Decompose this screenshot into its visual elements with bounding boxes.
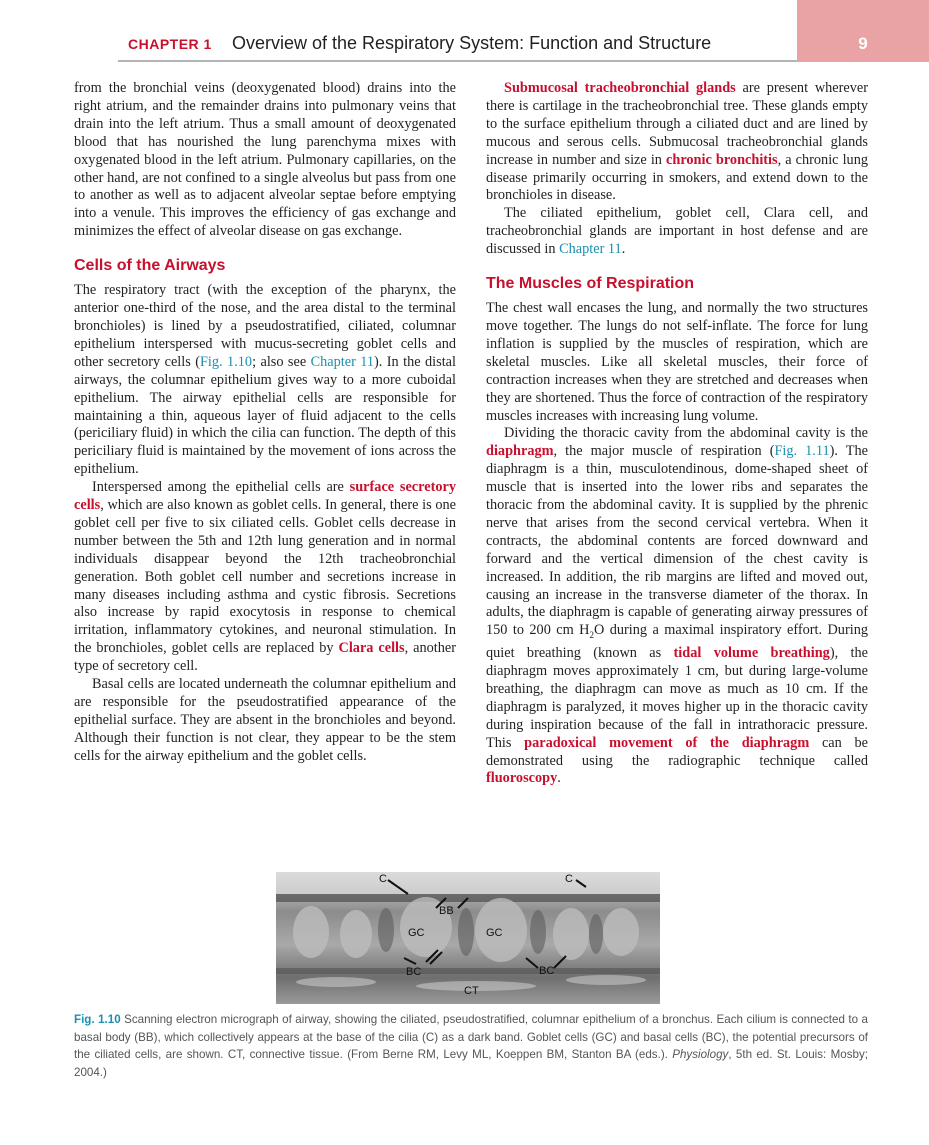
caption-label: Fig. 1.10 xyxy=(74,1013,121,1026)
key-term: chronic bronchitis xyxy=(666,151,778,168)
key-term: diaphragm xyxy=(486,443,554,460)
figure-label-bc: BC xyxy=(539,965,555,977)
paragraph: The chest wall encases the lung, and normally the two structures move together. The lungs do not self-inflate. The force for lung inflation is supplied by the muscles of respiration, which are skeletal muscles. Like all skeletal muscles, their force of contraction increases when they are stretched and decreases when they are shortened. Thus the force of contraction of the respiratory muscles increases with increasing lung volume. xyxy=(486,300,868,424)
figure-label-bc: BC xyxy=(406,966,422,978)
section-heading-muscles-of-respiration: The Muscles of Respiration xyxy=(486,275,695,293)
paragraph: Interspersed among the epithelial cells are surface secretory cells, which are also known as goblet cells. In general, there is one goblet cell per five to six ciliated cells. Goblet cells decrease in number between the 5th and 12th lung generation and in normal individuals disappear beyond the 12th tracheobronchial generation. Both goblet cell number and secretions increase in many diseases including asthma and cystic fibrosis. Secretions also increase by rapid exocytosis in response to chemical irritation, inflammatory cytokines, and neuronal stimulation. In the bronchioles, goblet cells are replaced by Clara cells, another type of secretory cell. xyxy=(74,479,456,675)
paragraph: The respiratory tract (with the exception of the pharynx, the anterior one-third of the nose, and the area distal to the terminal bronchioles) is lined by a pseudostratified, ciliated, columnar epithelium interspersed with mucus-secreting goblet cells and other secretory cells (Fig. 1.10; also see Chapter 11). In the distal airways, the columnar epithelium gives way to a more cuboidal epithelium. The airway epithelial cells are responsible for maintaining a thin, aqueous layer of fluid adjacent to the cells (periciliary fluid) in which the cilia can function. The depth of this periciliary fluid is maintained by the movement of ions across the epithelium. xyxy=(74,282,456,478)
key-term: Submucosal tracheobronchial glands xyxy=(504,80,736,96)
key-term: tidal volume breathing xyxy=(673,645,830,662)
key-term: fluoroscopy xyxy=(486,770,558,787)
section-heading-cells-of-the-airways: Cells of the Airways xyxy=(74,257,226,275)
left-column xyxy=(74,80,456,766)
page-number: 9 xyxy=(858,34,868,53)
figure-label-gc: GC xyxy=(486,927,503,939)
figure-link[interactable]: Fig. 1.10 xyxy=(199,353,253,370)
paragraph: from the bronchial veins (deoxygenated blood) drains into the right atrium, and the remainder drains into pulmonary veins that drain into the left atrium. Thus a small amount of deoxygenated blood that has nourished the lung parenchyma mixes with oxygenated blood in the left atrium. Pulmonary capillaries, on the other hand, are not confined to a single alveolus but pass from one to another as well as to adjacent alveolar septae before emptying into a venule. This improves the efficiency of gas exchange and minimizes the effect of alveolar disease on gas exchange. xyxy=(74,80,456,240)
right-column xyxy=(486,80,868,788)
figure-caption: Fig. 1.10 Scanning electron micrograph of airway, showing the ciliated, pseudostratified, columnar epithelium of a bronchus. Each cilium is connected to a basal body (BB), which collectively appears at the base of the cilia (C) as a dark band. Goblet cells (GC) and basal cells (BC), the potential precursors of the ciliated cells, are shown. CT, connective tissue. (From Berne RM, Levy ML, Koeppen BM, Stanton BA (eds.). Physiology, 5th ed. St. Louis: Mosby; 2004.) xyxy=(74,1013,868,1079)
chapter-title: Overview of the Respiratory System: Function and Structure xyxy=(232,33,712,53)
figure-label-c: C xyxy=(565,873,573,885)
paragraph: Dividing the thoracic cavity from the abdominal cavity is the diaphragm, the major muscle of respiration (Fig. 1.11). The diaphragm is a thin, musculotendinous, dome-shaped sheet of muscle that is inserted into the lower ribs and separates the thoracic from the abdominal cavity. It is supplied by the phrenic nerve that arises from the second cervical vertebra. When it contracts, the abdominal contents are forced downward and forward and the vertical dimension of the chest cavity is increased. In addition, the rib margins are lifted and moved out, causing an increase in the transverse diameter of the thorax. In adults, the diaphragm is capable of generating airway pressures of 150 to 200 cm $H_2O$ during a maximal inspiratory effort. During quiet breathing (known as tidal volume breathing), the diaphragm moves approximately 1 cm, but during large-volume breathing, the diaphragm can move as much as 10 cm. If the diaphragm is paralyzed, it moves higher up in the thoracic cavity during inspiration because of the fall in intrathoracic pressure. This paradoxical movement of the diaphragm can be demonstrated using the radiographic technique called fluoroscopy. xyxy=(486,425,868,787)
header-rule xyxy=(118,60,798,62)
micrograph-figure xyxy=(276,872,660,1004)
chapter-link[interactable]: Chapter 11 xyxy=(310,353,375,370)
figure-label-c: C xyxy=(379,873,387,885)
micrograph-image xyxy=(276,872,660,1004)
figure-link[interactable]: Fig. 1.11 xyxy=(774,443,830,460)
key-term: Clara cells xyxy=(338,640,405,657)
figure-label-bb: BB xyxy=(439,905,454,917)
paragraph: The ciliated epithelium, goblet cell, Clara cell, and tracheobronchial glands are important in host defense and are discussed in Chapter 11. xyxy=(486,205,868,258)
key-term: surface secretory cells xyxy=(74,479,456,514)
chapter-link[interactable]: Chapter 11 xyxy=(559,241,622,258)
running-header xyxy=(0,0,929,62)
figure-label-ct: CT xyxy=(464,985,479,997)
paragraph: Basal cells are located underneath the columnar epithelium and are responsible for the pseudostratified appearance of the epithelial surface. They are absent in the bronchioles and beyond. Although their function is not clear, they appear to be the stem cells for the airway epithelium and the goblet cells. xyxy=(74,676,456,764)
paragraph: Submucosal tracheobronchial glands are present wherever there is cartilage in the tracheobronchial tree. These glands empty to the surface epithelium through a ciliated duct and are lined by mucous and serous cells. Submucosal tracheobronchial glands increase in number and size in chronic bronchitis, a chronic lung disease primarily occurring in smokers, and extend down to the bronchioles in disease. xyxy=(486,80,869,204)
key-term: paradoxical movement of the diaphragm xyxy=(524,734,810,751)
chapter-label: CHAPTER 1 xyxy=(128,36,212,52)
figure-label-gc: GC xyxy=(408,927,425,939)
